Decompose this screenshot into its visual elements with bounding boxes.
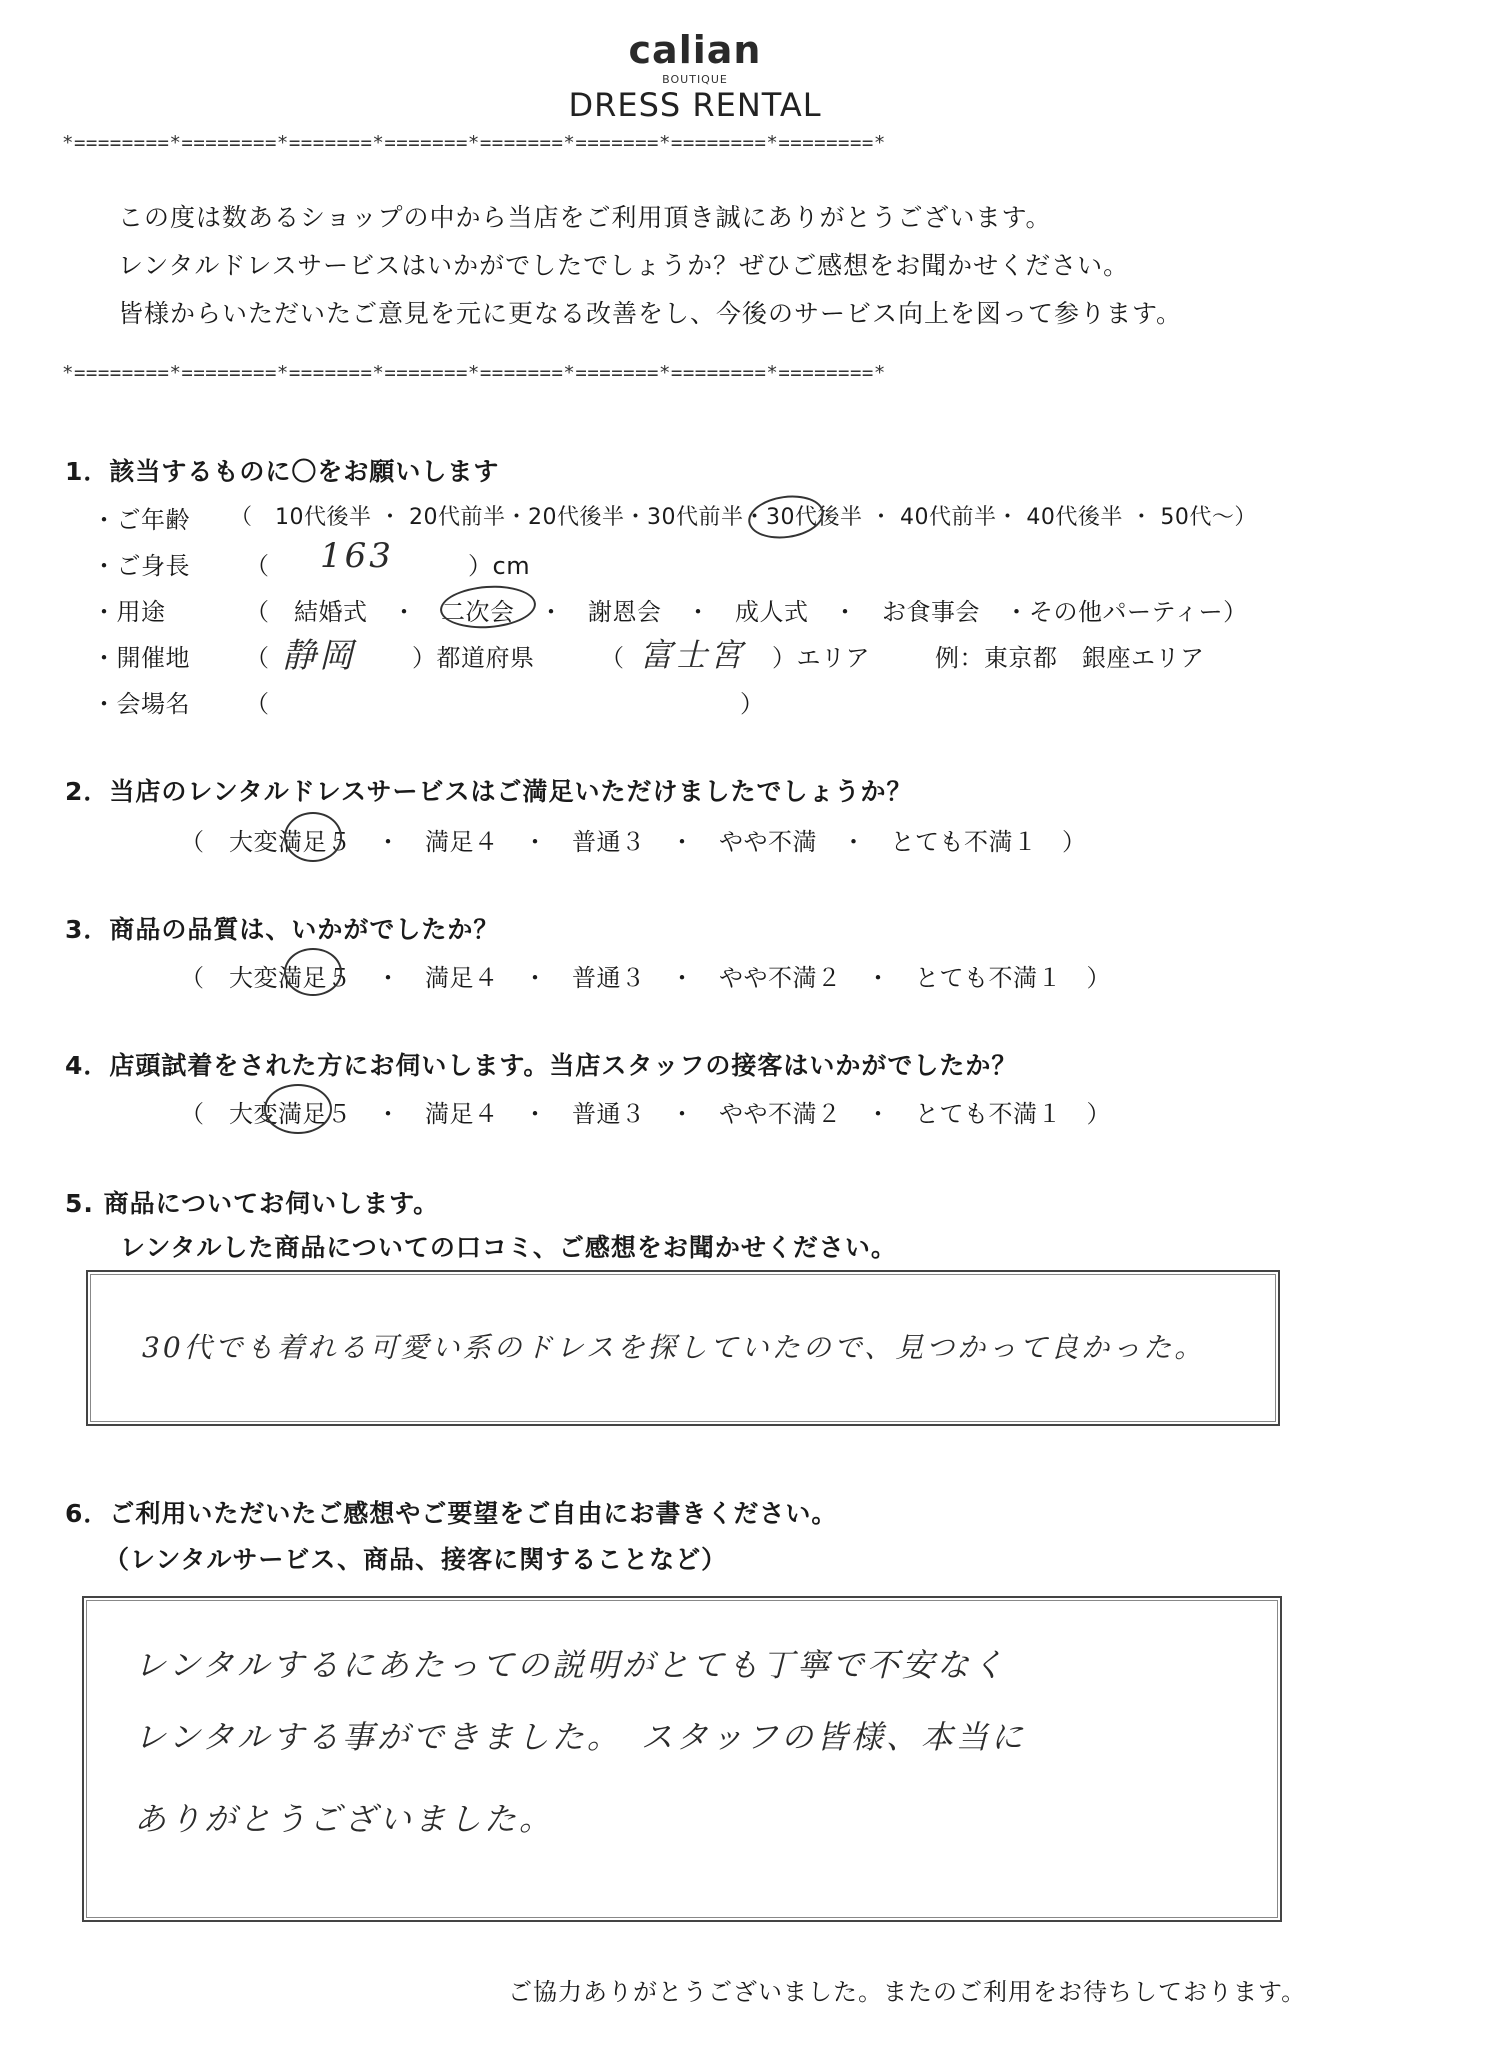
area-open-paren: （ xyxy=(600,644,625,672)
q2-title: 2．当店のレンタルドレスサービスはご満足いただけましたでしょうか？ xyxy=(65,777,913,806)
page-title: DRESS RENTAL xyxy=(568,86,822,124)
q3-title: 3．商品の品質は、いかがでしたか？ xyxy=(65,915,500,944)
venue-open-paren: （ xyxy=(245,644,270,672)
q6-answer-line-2: レンタルする事ができました。 スタッフの皆様、本当に xyxy=(134,1718,1026,1756)
q3-options: （ 大変満足５ ・ 満足４ ・ 普通３ ・ やや不満２ ・ とても不満１ ） xyxy=(180,964,1111,992)
q5-answer-text: 30代でも着れる可愛い系のドレスを探していたので、見つかって良かった。 xyxy=(142,1331,1206,1364)
divider-bottom: *========*========*=======*=======*=======*=======*========*========* xyxy=(62,362,886,384)
brand-logo-sub: BOUTIQUE xyxy=(662,73,728,86)
q2-options: （ 大変満足５ ・ 満足４ ・ 普通３ ・ やや不満 ・ とても不満１ ） xyxy=(180,828,1087,856)
q4-selection-circle xyxy=(264,1084,332,1134)
divider-top: *========*========*=======*=======*=======*=======*========*========* xyxy=(62,132,886,154)
brand-logo-name: calian xyxy=(628,28,762,72)
prefecture-value: 静岡 xyxy=(282,636,356,676)
intro-line-1: この度は数あるショップの中から当店をご利用頂き誠にありがとうございます。 xyxy=(118,203,1052,232)
q1-title: 1．該当するものに〇をお願いします xyxy=(65,457,500,486)
purpose-options: （ 結婚式 ・ 二次会 ・ 謝恩会 ・ 成人式 ・ お食事会 ・その他パーティー） xyxy=(245,598,1248,626)
age-label: ・ご年齢 xyxy=(92,506,190,534)
q6-subtitle: （レンタルサービス、商品、接客に関することなど） xyxy=(104,1545,728,1574)
hall-close-paren: ） xyxy=(740,690,765,718)
height-open-paren: （ xyxy=(245,552,270,580)
q2-selection-circle xyxy=(284,812,342,862)
q5-title: 5. 商品についてお伺いします。 xyxy=(65,1189,440,1218)
q4-title: 4．店頭試着をされた方にお伺いします。当店スタッフの接客はいかがでしたか？ xyxy=(65,1051,1018,1080)
area-suffix: ）エリア xyxy=(772,644,870,672)
q3-selection-circle xyxy=(284,948,342,996)
area-value: 富士宮 xyxy=(640,636,746,674)
height-label: ・ご身長 xyxy=(92,552,190,580)
hall-label: ・会場名 xyxy=(92,690,190,718)
purpose-label: ・用途 xyxy=(92,598,166,626)
footer-thanks: ご協力ありがとうございました。またのご利用をお待ちしております。 xyxy=(508,1978,1307,2006)
prefecture-suffix: ）都道府県 xyxy=(412,644,535,672)
intro-line-2: レンタルドレスサービスはいかがでしたでしょうか？ぜひご感想をお聞かせください。 xyxy=(118,251,1130,280)
intro-line-3: 皆様からいただいたご意見を元に更なる改善をし、今後のサービス向上を図って参ります。 xyxy=(118,299,1183,328)
age-selection-circle xyxy=(745,491,826,543)
venue-label: ・開催地 xyxy=(92,644,190,672)
q6-title: 6．ご利用いただいたご感想やご要望をご自由にお書きください。 xyxy=(65,1499,838,1528)
age-options: （ 10代後半 ・ 20代前半・20代後半・30代前半・30代後半 ・ 40代前半・ 40代後半 ・ 50代～） xyxy=(230,505,1257,530)
q6-answer-line-1: レンタルするにあたっての説明がとても丁寧で不安なく xyxy=(134,1646,1007,1684)
height-value: 163 xyxy=(320,536,394,576)
venue-example: 例：東京都 銀座エリア xyxy=(935,644,1205,672)
height-unit: ）cm xyxy=(468,552,531,580)
hall-open-paren: （ xyxy=(245,690,270,718)
q6-answer-line-3: ありがとうございました。 xyxy=(134,1800,555,1838)
q4-options: （ 大変満足５ ・ 満足４ ・ 普通３ ・ やや不満２ ・ とても不満１ ） xyxy=(180,1100,1111,1128)
q5-subtitle: レンタルした商品についての口コミ、ご感想をお聞かせください。 xyxy=(120,1233,897,1262)
